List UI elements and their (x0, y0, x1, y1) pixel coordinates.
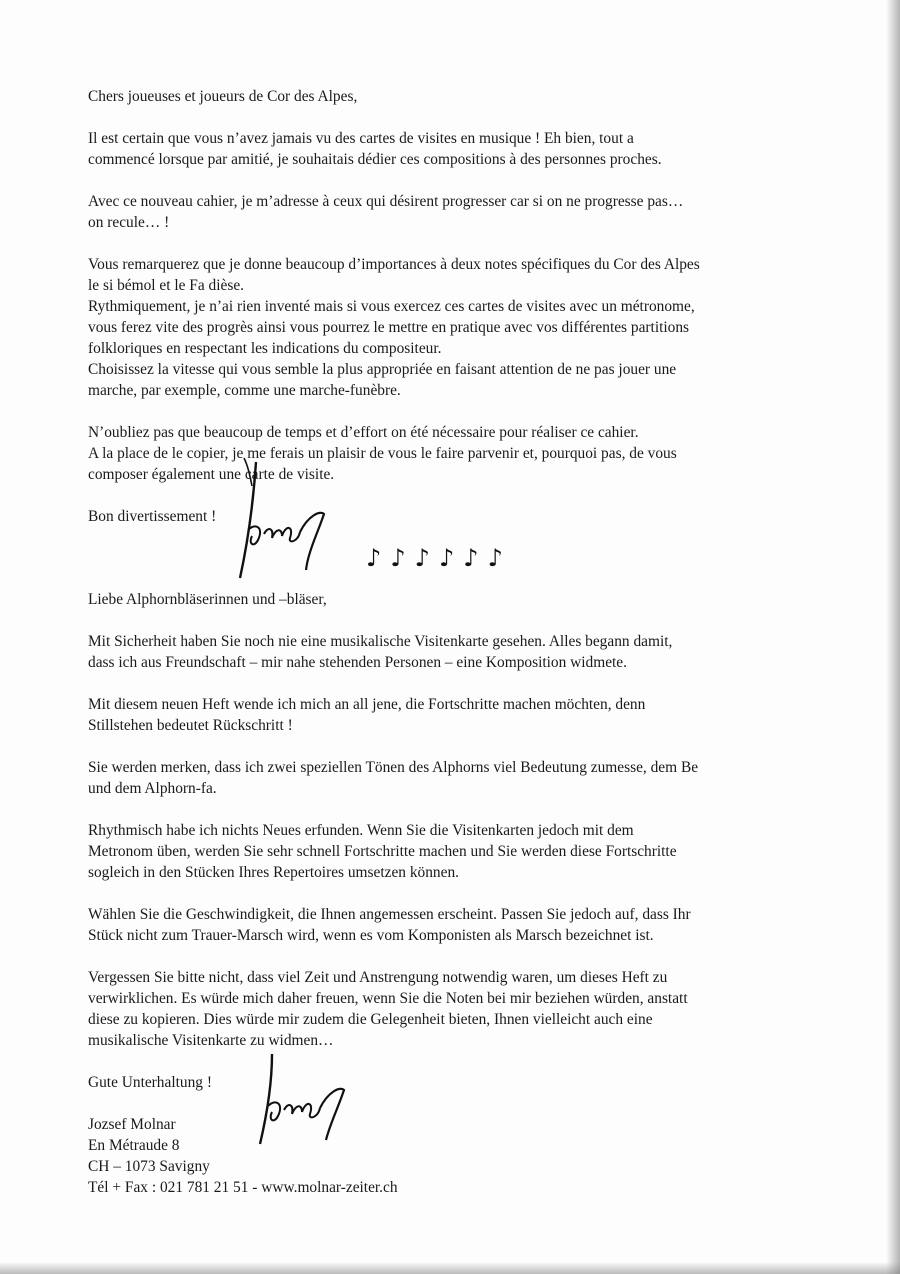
german-closing: Gute Unterhaltung ! (88, 1074, 212, 1091)
french-paragraph-1-line-2: commencé lorsque par amitié, je souhaitais dédier ces compositions à des personnes proches. (88, 151, 662, 168)
french-closing: Bon divertissement ! (88, 508, 217, 525)
german-paragraph-3-line-1: Sie werden merken, dass ich zwei speziellen Tönen des Alphorns viel Bedeutung zumesse, dem Be (88, 759, 699, 776)
sender-street: En Métraude 8 (88, 1137, 180, 1154)
german-paragraph-2-line-1: Mit diesem neuen Heft wende ich mich an all jene, die Fortschritte machen möchten, denn (88, 696, 646, 713)
music-notes-icon: ♪♪♪♪♪♪ (366, 544, 512, 572)
french-paragraph-4-line-3: composer également une carte de visite. (88, 466, 335, 483)
french-paragraph-3-line-7: marche, par exemple, comme une marche-funèbre. (88, 382, 401, 399)
german-paragraph-6-line-4: musikalische Visitenkarte zu widmen… (88, 1032, 334, 1049)
german-paragraph-2-line-2: Stillstehen bedeutet Rückschritt ! (88, 717, 293, 734)
sender-contact: Tél + Fax : 021 781 21 51 - www.molnar-zeiter.ch (88, 1179, 398, 1196)
german-paragraph-1-line-1: Mit Sicherheit haben Sie noch nie eine musikalische Visitenkarte gesehen. Alles begann damit, (88, 633, 673, 650)
french-paragraph-3-line-1: Vous remarquerez que je donne beaucoup d’importances à deux notes spécifiques du Cor des Alpes (88, 256, 700, 273)
german-paragraph-6-line-2: verwirklichen. Es würde mich daher freuen, wenn Sie die Noten bei mir beziehen würden, anstatt (88, 990, 688, 1007)
letter-body (88, 86, 818, 1198)
page-bottom-shadow (0, 1262, 900, 1274)
german-paragraph-6-line-1: Vergessen Sie bitte nicht, dass viel Zeit und Anstrengung notwendig waren, um dieses Heft zu (88, 969, 668, 986)
sender-address (88, 1114, 818, 1198)
german-paragraph-4-line-3: sogleich in den Stücken Ihres Repertoires umsetzen können. (88, 864, 459, 881)
page-edge-shadow (886, 0, 900, 1274)
german-paragraph-4-line-1: Rhythmisch habe ich nichts Neues erfunden. Wenn Sie die Visitenkarten jedoch mit dem (88, 822, 634, 839)
french-greeting: Chers joueuses et joueurs de Cor des Alpes, (88, 88, 358, 105)
german-paragraph-5-line-1: Wählen Sie die Geschwindigkeit, die Ihnen angemessen erscheint. Passen Sie jedoch auf, dass Ihr (88, 906, 691, 923)
french-paragraph-1-line-1: Il est certain que vous n’avez jamais vu des cartes de visites en musique ! Eh bien, tout a (88, 130, 634, 147)
french-paragraph-3-line-4: vous ferez vite des progrès ainsi vous pourrez le mettre en pratique avec vos différentes partitions (88, 319, 690, 336)
french-paragraph-3-line-5: folkloriques en respectant les indications du compositeur. (88, 340, 442, 357)
french-paragraph-2-line-2: on recule… ! (88, 214, 170, 231)
french-paragraph-3-line-6: Choisissez la vitesse qui vous semble la plus appropriée en faisant attention de ne pas jouer une (88, 361, 677, 378)
french-paragraph-4-line-1: N’oubliez pas que beaucoup de temps et d’effort on été nécessaire pour réaliser ce cahier. (88, 424, 639, 441)
french-paragraph-3-line-2: le si bémol et le Fa dièse. (88, 277, 245, 294)
french-paragraph-4-line-2: A la place de le copier, je me ferais un plaisir de vous le faire parvenir et, pourquoi pas, de vous (88, 445, 677, 462)
sender-city: CH – 1073 Savigny (88, 1158, 210, 1175)
german-greeting: Liebe Alphornbläserinnen und –bläser, (88, 591, 327, 608)
german-paragraph-4-line-2: Metronom üben, werden Sie sehr schnell Fortschritte machen und Sie werden diese Fortschritte (88, 843, 677, 860)
french-paragraph-2-line-1: Avec ce nouveau cahier, je m’adresse à ceux qui désirent progresser car si on ne progresse pas… (88, 193, 684, 210)
german-paragraph-3-line-2: und dem Alphorn-fa. (88, 780, 217, 797)
french-paragraph-3-line-3: Rythmiquement, je n’ai rien inventé mais si vous exercez ces cartes de visites avec un métronome, (88, 298, 695, 315)
german-paragraph-1-line-2: dass ich aus Freundschaft – mir nahe stehenden Personen – eine Komposition widmete. (88, 654, 627, 671)
german-paragraph-6-line-3: diese zu kopieren. Dies würde mir zudem die Gelegenheit bieten, Ihnen vielleicht auch eine (88, 1011, 653, 1028)
german-paragraph-5-line-2: Stück nicht zum Trauer-Marsch wird, wenn es vom Komponisten als Marsch bezeichnet ist. (88, 927, 654, 944)
sender-name: Jozsef Molnar (88, 1116, 176, 1133)
